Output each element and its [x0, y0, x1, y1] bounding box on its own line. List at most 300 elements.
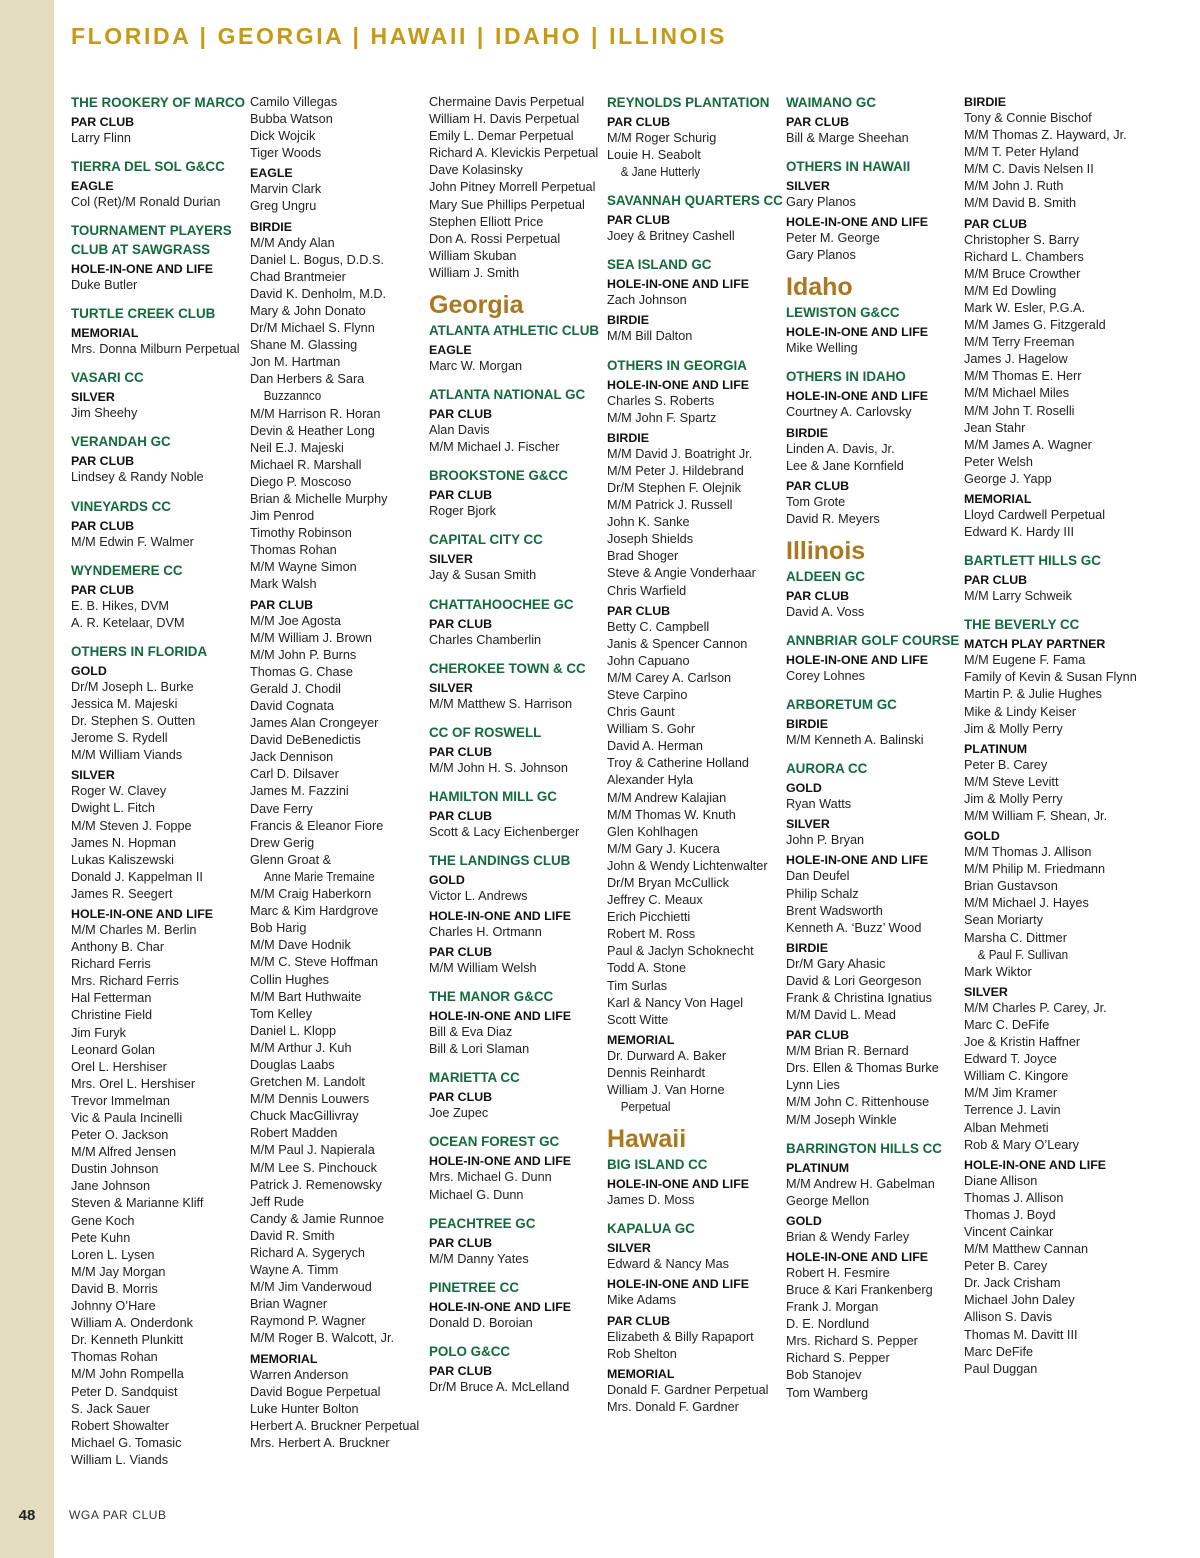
- member-name: M/M Peter J. Hildebrand: [607, 463, 744, 478]
- membership-level: PAR CLUB: [964, 216, 1028, 231]
- membership-level: PAR CLUB: [786, 478, 850, 493]
- club-name: BARTLETT HILLS GC: [964, 553, 1101, 569]
- member-name: M/M William F. Shean, Jr.: [964, 809, 1108, 823]
- member-name: Thomas Rohan: [250, 543, 337, 558]
- member-name: William Skuban: [429, 248, 517, 263]
- member-name: Dwight L. Fitch: [71, 801, 155, 816]
- member-name: Bruce & Kari Frankenberg: [786, 1283, 933, 1297]
- member-name: M/M Matthew Cannan: [964, 1242, 1089, 1257]
- member-name: Michael John Daley: [964, 1293, 1075, 1308]
- member-name: M/M David J. Boatright Jr.: [607, 446, 753, 461]
- member-name: Jim Sheehy: [71, 406, 138, 421]
- member-name: Gerald J. Chodil: [250, 681, 341, 696]
- club-name: THE BEVERLY CC: [964, 617, 1080, 633]
- member-name: Daniel L. Klopp: [250, 1023, 337, 1038]
- membership-level: PAR CLUB: [429, 808, 493, 823]
- membership-level: HOLE-IN-ONE AND LIFE: [786, 215, 929, 230]
- member-name: Stephen Elliott Price: [429, 214, 544, 229]
- member-name: William H. Davis Perpetual: [429, 112, 580, 127]
- member-name: M/M David L. Mead: [786, 1008, 896, 1023]
- club-name: LEWISTON G&CC: [786, 305, 900, 321]
- member-name: Dr/M Bryan McCullick: [607, 876, 729, 890]
- membership-level: PAR CLUB: [429, 1363, 493, 1378]
- membership-level: BIRDIE: [250, 219, 292, 234]
- member-name: Richard A. Klevickis Perpetual: [429, 146, 599, 161]
- member-name: Betty C. Campbell: [607, 619, 710, 634]
- club-name: OTHERS IN HAWAII: [786, 159, 911, 175]
- club-name: OCEAN FOREST GC: [429, 1134, 560, 1150]
- member-name: Jack Dennison: [250, 750, 334, 765]
- member-name: Scott Witte: [607, 1012, 669, 1027]
- member-name: James N. Hopman: [71, 835, 177, 850]
- membership-level: SILVER: [429, 680, 473, 695]
- membership-level: GOLD: [429, 872, 465, 887]
- member-name: M/M Harrison R. Horan: [250, 406, 381, 421]
- member-name: Mrs. Orel L. Hershiser: [71, 1076, 196, 1091]
- member-name: Tiger Woods: [250, 146, 322, 161]
- member-name: Dave Ferry: [250, 801, 313, 816]
- member-name: Mary Sue Phillips Perpetual: [429, 197, 585, 212]
- member-name: M/M John T. Roselli: [964, 403, 1075, 418]
- member-name: Dan Herbers & Sara: [250, 372, 365, 387]
- club-name: HAMILTON MILL GC: [429, 788, 557, 804]
- member-name: M/M Bill Dalton: [607, 329, 693, 344]
- club-name: THE LANDINGS CLUB: [429, 852, 571, 868]
- member-name: M/M John Rompella: [71, 1367, 184, 1382]
- member-name: Tony & Connie Bischof: [964, 111, 1092, 125]
- member-name: John P. Bryan: [786, 833, 865, 848]
- member-name: Timothy Robinson: [250, 526, 352, 541]
- member-name: M/M Andy Alan: [250, 235, 335, 250]
- club-name: KAPALUA GC: [607, 1221, 695, 1237]
- member-name: Tom Wamberg: [786, 1385, 869, 1400]
- member-name: M/M Michael J. Fischer: [429, 440, 560, 455]
- member-name: Dr/M Michael S. Flynn: [250, 321, 375, 336]
- member-name: M/M Charles P. Carey, Jr.: [964, 1000, 1107, 1015]
- member-name: Peter B. Carey: [964, 757, 1048, 772]
- member-name: M/M Michael J. Hayes: [964, 896, 1089, 911]
- member-name: Herbert A. Bruckner Perpetual: [250, 1418, 420, 1433]
- member-name: Gene Koch: [71, 1213, 135, 1228]
- membership-level: MEMORIAL: [250, 1351, 318, 1366]
- member-name: Dr. Jack Crisham: [964, 1276, 1061, 1291]
- listing-column-6: [964, 94, 1140, 1378]
- state-heading: Hawaii: [607, 1125, 687, 1154]
- membership-level: HOLE-IN-ONE AND LIFE: [429, 1154, 572, 1169]
- member-name: Chermaine Davis Perpetual: [429, 95, 585, 109]
- membership-level: SILVER: [71, 768, 115, 783]
- member-name: Chad Brantmeier: [250, 269, 346, 284]
- member-name: Richard L. Chambers: [964, 249, 1084, 264]
- membership-level: MEMORIAL: [607, 1366, 675, 1381]
- member-name: Michael G. Dunn: [429, 1187, 524, 1202]
- member-name: Thomas G. Chase: [250, 664, 353, 679]
- listing-column-2: [250, 94, 426, 1452]
- member-name: Marc W. Morgan: [429, 359, 523, 374]
- member-name: Terrence J. Lavin: [964, 1103, 1061, 1118]
- club-name: TIERRA DEL SOL G&CC: [71, 159, 225, 175]
- membership-level: HOLE-IN-ONE AND LIFE: [607, 1277, 750, 1292]
- member-name: Mike Adams: [607, 1293, 677, 1308]
- listing-column-1: [71, 94, 247, 1469]
- member-name: Dave Kolasinsky: [429, 163, 523, 178]
- member-name: Family of Kevin & Susan Flynn: [964, 670, 1137, 685]
- member-name: M/M James G. Fitzgerald: [964, 318, 1106, 333]
- member-name: Jerome S. Rydell: [71, 731, 168, 746]
- member-name: Lindsey & Randy Noble: [71, 470, 204, 485]
- member-name: Linden A. Davis, Jr.: [786, 441, 895, 456]
- member-name: Mrs. Herbert A. Bruckner: [250, 1435, 390, 1450]
- membership-level: SILVER: [786, 817, 830, 832]
- member-name: M/M John H. S. Johnson: [429, 760, 568, 775]
- member-name: Robert M. Ross: [607, 927, 696, 942]
- membership-level: HOLE-IN-ONE AND LIFE: [71, 262, 214, 277]
- club-name: THE MANOR G&CC: [429, 989, 554, 1005]
- member-name: M/M Roger Schurig: [607, 131, 717, 145]
- member-name: Steve & Angie Vonderhaar: [607, 566, 756, 581]
- member-name: M/M James A. Wagner: [964, 437, 1092, 452]
- member-name: M/M Bart Huthwaite: [250, 989, 362, 1004]
- membership-level: MEMORIAL: [964, 491, 1032, 506]
- club-name: BIG ISLAND CC: [607, 1157, 708, 1173]
- membership-level: HOLE-IN-ONE AND LIFE: [429, 1009, 572, 1024]
- member-name: William J. Smith: [429, 265, 520, 280]
- club-name: CHATTAHOOCHEE GC: [429, 596, 574, 612]
- club-name: ATLANTA ATHLETIC CLUB: [429, 323, 600, 339]
- member-name: Lee & Jane Kornfield: [786, 458, 904, 473]
- member-name: Erich Picchietti: [607, 910, 691, 925]
- member-name: Mark Walsh: [250, 577, 317, 592]
- membership-level: PAR CLUB: [607, 603, 671, 618]
- member-name: Glenn Groat &: [250, 852, 332, 867]
- member-name: M/M William Viands: [71, 748, 183, 763]
- member-name: Edward T. Joyce: [964, 1052, 1057, 1067]
- club-name: POLO G&CC: [429, 1343, 511, 1359]
- club-name: OTHERS IN FLORIDA: [71, 643, 208, 659]
- member-name: Tom Kelley: [250, 1006, 313, 1021]
- member-name: Thomas Rohan: [71, 1350, 158, 1365]
- member-name-continued: & Paul F. Sullivan: [977, 947, 1069, 962]
- membership-level: PAR CLUB: [607, 1313, 671, 1328]
- membership-level: EAGLE: [429, 343, 472, 358]
- member-name: Jeff Rude: [250, 1194, 305, 1209]
- membership-level: PAR CLUB: [429, 945, 493, 960]
- member-name: Hal Fetterman: [71, 991, 152, 1006]
- member-name: Jim Penrod: [250, 509, 315, 524]
- member-name: Lynn Lies: [786, 1078, 840, 1093]
- member-name: Frank J. Morgan: [786, 1300, 879, 1315]
- member-name: Loren L. Lysen: [71, 1247, 155, 1262]
- member-name: Marc C. DeFife: [964, 1017, 1050, 1032]
- member-name: Elizabeth & Billy Rapaport: [607, 1329, 754, 1344]
- member-name: Vic & Paula Incinelli: [71, 1111, 183, 1125]
- club-name: BROOKSTONE G&CC: [429, 468, 568, 484]
- member-name: Dr/M Gary Ahasic: [786, 956, 886, 971]
- membership-level: HOLE-IN-ONE AND LIFE: [429, 908, 572, 923]
- membership-level: MEMORIAL: [71, 326, 139, 341]
- membership-level: SILVER: [964, 984, 1008, 999]
- footer-label: WGA PAR CLUB: [69, 1508, 167, 1522]
- member-name: M/M Steven J. Foppe: [71, 818, 192, 833]
- member-name: Lloyd Cardwell Perpetual: [964, 507, 1106, 522]
- member-name: Mrs. Richard S. Pepper: [786, 1334, 918, 1349]
- member-name: Edward K. Hardy III: [964, 525, 1074, 540]
- membership-level: PAR CLUB: [71, 582, 135, 597]
- member-name: Dr/M Stephen F. Olejnik: [607, 480, 741, 495]
- membership-level: PAR CLUB: [786, 1028, 850, 1043]
- member-name: Carl D. Dilsaver: [250, 767, 339, 782]
- member-name: Anthony B. Char: [71, 940, 165, 955]
- member-name: Dan Deufel: [786, 869, 850, 884]
- member-name: James M. Fazzini: [250, 784, 349, 799]
- member-name: William L. Viands: [71, 1452, 169, 1467]
- member-name: M/M Roger B. Walcott, Jr.: [250, 1331, 395, 1346]
- membership-level: BIRDIE: [786, 425, 828, 440]
- member-name: Donald F. Gardner Perpetual: [607, 1382, 769, 1397]
- member-name: David R. Smith: [250, 1228, 335, 1243]
- member-name: M/M Thomas Z. Hayward, Jr.: [964, 128, 1127, 143]
- member-name: Edward & Nancy Mas: [607, 1257, 729, 1272]
- membership-level: GOLD: [71, 663, 107, 678]
- member-name: Michael G. Tomasic: [71, 1435, 182, 1450]
- club-name: ATLANTA NATIONAL GC: [429, 387, 586, 403]
- member-name: Richard Ferris: [71, 957, 151, 972]
- page-header: FLORIDA | GEORGIA | HAWAII | IDAHO | ILLINOIS: [71, 23, 727, 49]
- membership-level: HOLE-IN-ONE AND LIFE: [429, 1299, 572, 1314]
- member-name: Thomas M. Davitt III: [964, 1327, 1078, 1342]
- member-name: Janis & Spencer Cannon: [607, 636, 748, 651]
- club-name: VASARI CC: [71, 370, 144, 386]
- member-name: Jim & Molly Perry: [964, 721, 1063, 736]
- club-name: REYNOLDS PLANTATION: [607, 95, 770, 110]
- member-name: M/M Joe Agosta: [250, 613, 341, 628]
- member-name: Devin & Heather Long: [250, 423, 375, 438]
- membership-level: HOLE-IN-ONE AND LIFE: [607, 377, 750, 392]
- member-name: Bob Stanojev: [786, 1368, 862, 1383]
- membership-level: PAR CLUB: [71, 115, 135, 129]
- state-heading: Georgia: [429, 291, 524, 320]
- member-name: Bill & Marge Sheehan: [786, 131, 909, 145]
- member-name: Neil E.J. Majeski: [250, 440, 344, 455]
- club-name: AURORA CC: [786, 761, 868, 777]
- membership-level: HOLE-IN-ONE AND LIFE: [786, 1249, 929, 1264]
- membership-level: PAR CLUB: [429, 488, 493, 503]
- member-name: M/M John C. Rittenhouse: [786, 1095, 930, 1110]
- membership-level: PAR CLUB: [429, 407, 493, 422]
- member-name: Camilo Villegas: [250, 95, 338, 109]
- member-name: M/M Thomas W. Knuth: [607, 807, 736, 822]
- member-name: M/M Andrew H. Gabelman: [786, 1176, 935, 1191]
- member-name: Peter O. Jackson: [71, 1128, 169, 1143]
- member-name: Chris Gaunt: [607, 705, 675, 720]
- listing-column-4: [607, 94, 783, 1416]
- member-name: Charles S. Roberts: [607, 393, 715, 408]
- member-name: Jon M. Hartman: [250, 355, 341, 370]
- membership-level: PAR CLUB: [429, 1090, 493, 1105]
- member-name: Tim Surlas: [607, 978, 668, 993]
- member-name: Jane Johnson: [71, 1179, 151, 1194]
- member-name: Larry Flinn: [71, 131, 131, 145]
- member-name: George Mellon: [786, 1193, 870, 1208]
- member-name: Victor L. Andrews: [429, 888, 528, 903]
- membership-level: GOLD: [964, 829, 1000, 844]
- club-name: WAIMANO GC: [786, 95, 877, 110]
- member-name: Charles Chamberlin: [429, 632, 542, 647]
- member-name: Dr/M Bruce A. McLelland: [429, 1379, 570, 1394]
- member-name-continued: Anne Marie Tremaine: [263, 869, 375, 884]
- member-name: M/M Gary J. Kucera: [607, 841, 720, 856]
- member-name: M/M Dave Hodnik: [250, 938, 351, 953]
- member-name: Robert Showalter: [71, 1418, 170, 1433]
- member-name: Donald J. Kappelman II: [71, 869, 203, 884]
- member-name: Thomas J. Allison: [964, 1190, 1064, 1205]
- member-name: Leonard Golan: [71, 1042, 155, 1057]
- member-name: Paul & Jaclyn Schoknecht: [607, 944, 754, 959]
- member-name: David DeBenedictis: [250, 733, 361, 748]
- member-name: M/M Arthur J. Kuh: [250, 1040, 352, 1055]
- member-name: Christine Field: [71, 1008, 153, 1023]
- member-name: M/M John F. Spartz: [607, 410, 717, 425]
- member-name: Jim Furyk: [71, 1025, 126, 1040]
- member-name: Mrs. Richard Ferris: [71, 974, 179, 989]
- club-name: CAPITAL CITY CC: [429, 532, 543, 548]
- member-name: S. Jack Sauer: [71, 1401, 150, 1416]
- member-name: M/M Thomas J. Allison: [964, 845, 1092, 860]
- member-name: M/M Andrew Kalajian: [607, 790, 727, 805]
- membership-level: PAR CLUB: [429, 616, 493, 631]
- club-name: VINEYARDS CC: [71, 498, 171, 514]
- member-name: David Bogue Perpetual: [250, 1384, 381, 1399]
- member-name: Roger Bjork: [429, 504, 496, 519]
- membership-level: PAR CLUB: [786, 588, 850, 603]
- member-name: Col (Ret)/M Ronald Durian: [71, 195, 221, 210]
- member-name: Brian & Michelle Murphy: [250, 491, 388, 506]
- membership-level: HOLE-IN-ONE AND LIFE: [607, 277, 750, 292]
- member-name: Frank & Christina Ignatius: [786, 990, 932, 1005]
- club-name: TURTLE CREEK CLUB: [71, 306, 216, 322]
- member-name: M/M John J. Ruth: [964, 179, 1064, 194]
- member-name: M/M Charles M. Berlin: [71, 922, 197, 937]
- club-name: OTHERS IN GEORGIA: [607, 357, 747, 373]
- member-name: Dick Wojcik: [250, 129, 316, 144]
- member-name: M/M Paul J. Napierala: [250, 1143, 375, 1158]
- membership-level: PLATINUM: [786, 1160, 850, 1175]
- member-name: Patrick J. Remenowsky: [250, 1177, 382, 1192]
- member-name: M/M Wayne Simon: [250, 560, 357, 575]
- membership-level: PAR CLUB: [786, 115, 850, 129]
- member-name: Tom Grote: [786, 494, 846, 509]
- member-name: M/M Lee S. Pinchouck: [250, 1160, 377, 1175]
- member-name: M/M Terry Freeman: [964, 335, 1075, 350]
- member-name: M/M Steve Levitt: [964, 774, 1059, 789]
- member-name: Peter B. Carey: [964, 1259, 1048, 1274]
- member-name: M/M John P. Burns: [250, 647, 357, 662]
- member-name: Christopher S. Barry: [964, 232, 1079, 247]
- page-sidebar-band: [0, 0, 54, 1558]
- member-name: M/M Alfred Jensen: [71, 1145, 177, 1160]
- club-name: VERANDAH GC: [71, 434, 171, 450]
- member-name: Rob Shelton: [607, 1346, 677, 1361]
- member-name: Brent Wadsworth: [786, 903, 883, 918]
- membership-level: MATCH PLAY PARTNER: [964, 637, 1106, 652]
- member-name: Jay & Susan Smith: [429, 568, 537, 583]
- club-name: PEACHTREE GC: [429, 1215, 536, 1231]
- member-name: Jeffrey C. Meaux: [607, 893, 703, 908]
- club-name: CLUB AT SAWGRASS: [71, 242, 211, 258]
- club-name: THE ROOKERY OF MARCO: [71, 95, 246, 110]
- member-name: James D. Moss: [607, 1193, 695, 1208]
- member-name: Mark Wiktor: [964, 964, 1032, 979]
- listing-column-3: [429, 94, 605, 1396]
- member-name: M/M David B. Smith: [964, 196, 1077, 211]
- member-name: Mike & Lindy Keiser: [964, 704, 1077, 719]
- membership-level: HOLE-IN-ONE AND LIFE: [786, 853, 929, 868]
- club-name: PINETREE CC: [429, 1279, 520, 1295]
- member-name: M/M Patrick J. Russell: [607, 498, 733, 513]
- membership-level: PLATINUM: [964, 741, 1028, 756]
- member-name-continued: & Jane Hutterly: [620, 165, 701, 180]
- member-name: M/M Dennis Louwers: [250, 1092, 370, 1107]
- member-name: Raymond P. Wagner: [250, 1314, 366, 1329]
- membership-level: BIRDIE: [607, 313, 649, 328]
- member-name: Mrs. Michael G. Dunn: [429, 1170, 552, 1185]
- member-name: Mark W. Esler, P.G.A.: [964, 300, 1086, 315]
- member-name: James J. Hagelow: [964, 352, 1068, 367]
- member-name: Peter Welsh: [964, 454, 1033, 469]
- member-name: Chuck MacGillivray: [250, 1109, 359, 1124]
- member-name: Mary & John Donato: [250, 303, 366, 318]
- member-name: Dr. Stephen S. Outten: [71, 714, 196, 729]
- member-name: Vincent Cainkar: [964, 1224, 1054, 1239]
- member-name: Joe Zupec: [429, 1106, 489, 1121]
- member-name: Louie H. Seabolt: [607, 148, 701, 163]
- membership-level: HOLE-IN-ONE AND LIFE: [71, 906, 214, 921]
- member-name: A. R. Ketelaar, DVM: [71, 615, 185, 630]
- member-name: Joey & Britney Cashell: [607, 229, 735, 244]
- member-name: Duke Butler: [71, 278, 138, 293]
- member-name: Gary Planos: [786, 195, 856, 210]
- member-name: Brian Gustavson: [964, 879, 1058, 894]
- member-name: Drew Gerig: [250, 835, 315, 850]
- member-name: Mrs. Donna Milburn Perpetual: [71, 342, 240, 357]
- member-name: David A. Voss: [786, 604, 865, 619]
- member-name: Glen Kohlhagen: [607, 824, 698, 839]
- member-name: William S. Gohr: [607, 722, 696, 737]
- member-name: Karl & Nancy Von Hagel: [607, 995, 744, 1010]
- membership-level: HOLE-IN-ONE AND LIFE: [786, 389, 929, 404]
- page-number: 48: [18, 1507, 36, 1524]
- member-name: Francis & Eleanor Fiore: [250, 818, 384, 833]
- member-name: M/M Bruce Crowther: [964, 266, 1081, 281]
- member-name: Marc DeFife: [964, 1344, 1034, 1359]
- member-name: Ryan Watts: [786, 797, 852, 812]
- member-name: Steven & Marianne Kliff: [71, 1196, 204, 1211]
- member-name: John Pitney Morrell Perpetual: [429, 180, 596, 195]
- member-name: Joseph Shields: [607, 532, 694, 547]
- membership-level: SILVER: [71, 390, 115, 405]
- member-name: Luke Hunter Bolton: [250, 1401, 359, 1416]
- membership-level: MEMORIAL: [607, 1032, 675, 1047]
- member-name: Bob Harig: [250, 921, 307, 936]
- member-name: M/M Jim Vanderwoud: [250, 1280, 372, 1295]
- club-name: TOURNAMENT PLAYERS: [71, 223, 232, 239]
- member-name: Charles H. Ortmann: [429, 924, 542, 939]
- member-name: Peter M. George: [786, 231, 880, 246]
- member-name: Lukas Kaliszewski: [71, 852, 174, 867]
- member-name: Warren Anderson: [250, 1367, 349, 1382]
- membership-level: HOLE-IN-ONE AND LIFE: [607, 1177, 750, 1192]
- member-name: Scott & Lacy Eichenberger: [429, 824, 580, 839]
